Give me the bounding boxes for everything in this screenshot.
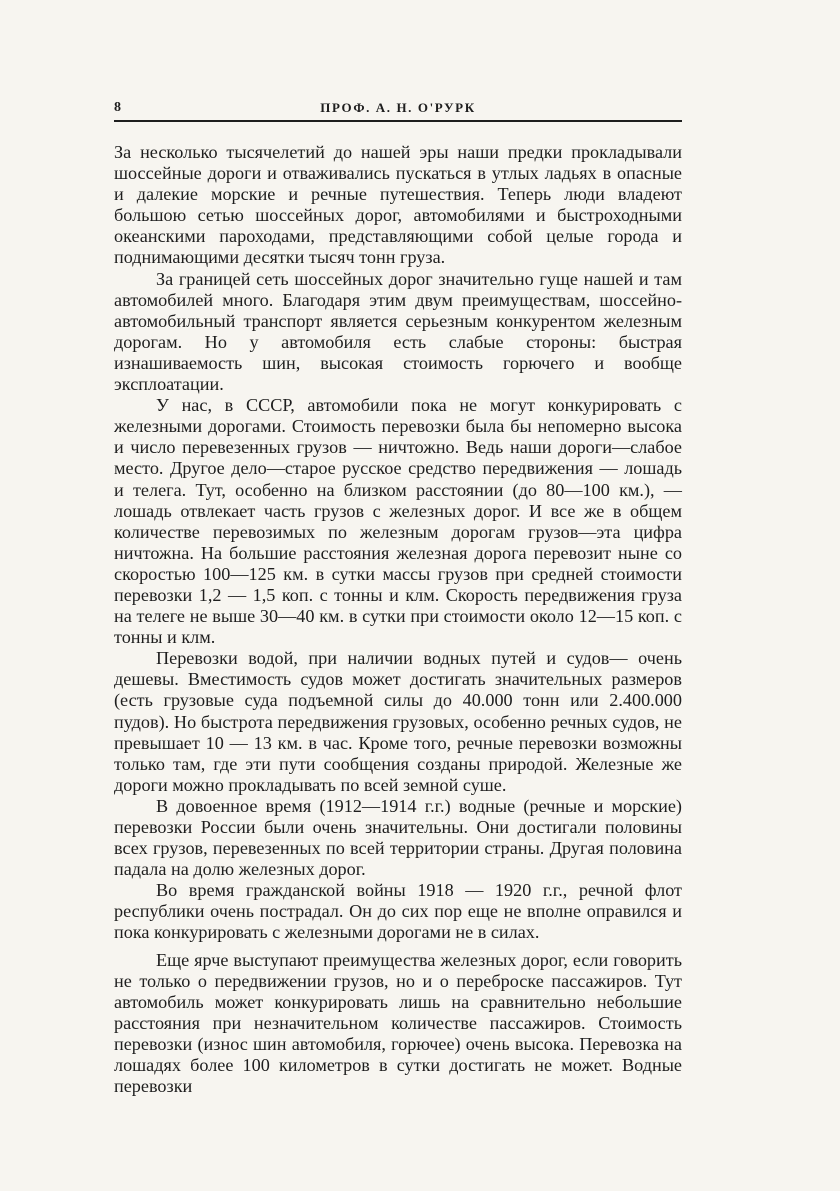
paragraph: За несколько тысячелетий до нашей эры наши предки прокладывали шоссейные дороги и отваживались пускаться в утлых ладьях в опасные и далекие морские и речные путешествия. Теперь люди владеют большою сетью шоссейных дорог, автомобилями и быстроходными океанскими пароходами, представляющими собой целые города и поднимающими десятки тысяч тонн груза. bbox=[114, 142, 682, 268]
paragraph: Еще ярче выступают преимущества железных дорог, если говорить не только о передвижении грузов, но и о переброске пассажиров. Тут автомобиль может конкурировать лишь на сравнительно небольшие расстояния при незначительном количестве пассажиров. Стоимость перевозки (износ шин автомобиля, горючее) очень высока. Перевозка на лошадях более 100 километров в сутки достигать не может. Водные перевозки bbox=[114, 949, 682, 1097]
page-number: 8 bbox=[114, 100, 121, 115]
header-rule bbox=[114, 120, 682, 122]
running-head: ПРОФ. А. Н. О'РУРК bbox=[320, 100, 476, 115]
body-text bbox=[114, 142, 682, 1097]
paragraph: Во время гражданской войны 1918 — 1920 г.г., речной флот республики очень пострадал. Он до сих пор еще не вполне оправился и пока конкурировать с железными дорогами не в силах. bbox=[114, 880, 682, 943]
paragraph: Перевозки водой, при наличии водных путей и судов— очень дешевы. Вместимость судов может достигать значительных размеров (есть грузовые суда подъемной силы до 40.000 тонн или 2.400.000 пудов). Но быстрота передвижения грузовых, особенно речных судов, не превышает 10 — 13 км. в час. Кроме того, речные перевозки возможны только там, где эти пути сообщения созданы природой. Железные же дороги можно прокладывать по всей земной суше. bbox=[114, 648, 682, 795]
paragraph: У нас, в СССР, автомобили пока не могут конкурировать с железными дорогами. Стоимость перевозки была бы непомерно высока и число перевезенных грузов — ничтожно. Ведь наши дороги—слабое место. Другое дело—старое русское средство передвижения — лошадь и телега. Тут, особенно на близком расстоянии (до 80—100 км.), — лошадь отвлекает часть грузов с железных дорог. И все же в общем количестве перевозимых по железным дорогам грузов—эта цифра ничтожна. На большие расстояния железная дорога перевозит ныне со скоростью 100—125 км. в сутки массы грузов при средней стоимости перевозки 1,2 — 1,5 коп. с тонны и клм. Скорость передвижения груза на телеге не выше 30—40 км. в сутки при стоимости около 12—15 коп. с тонны и клм. bbox=[114, 395, 682, 648]
page-header bbox=[114, 96, 682, 120]
paragraph: В довоенное время (1912—1914 г.г.) водные (речные и морские) перевозки России были очень значительны. Они достигали половины всех грузов, перевезенных по всей территории страны. Другая половина падала на долю железных дорог. bbox=[114, 795, 682, 880]
paragraph: За границей сеть шоссейных дорог значительно гуще нашей и там автомобилей много. Благодаря этим двум преимуществам, шоссейно-автомобильный транспорт является серьезным конкурентом железным дорогам. Но у автомобиля есть слабые стороны: быстрая изнашиваемость шин, высокая стоимость горючего и вообще эксплоатации. bbox=[114, 268, 682, 395]
